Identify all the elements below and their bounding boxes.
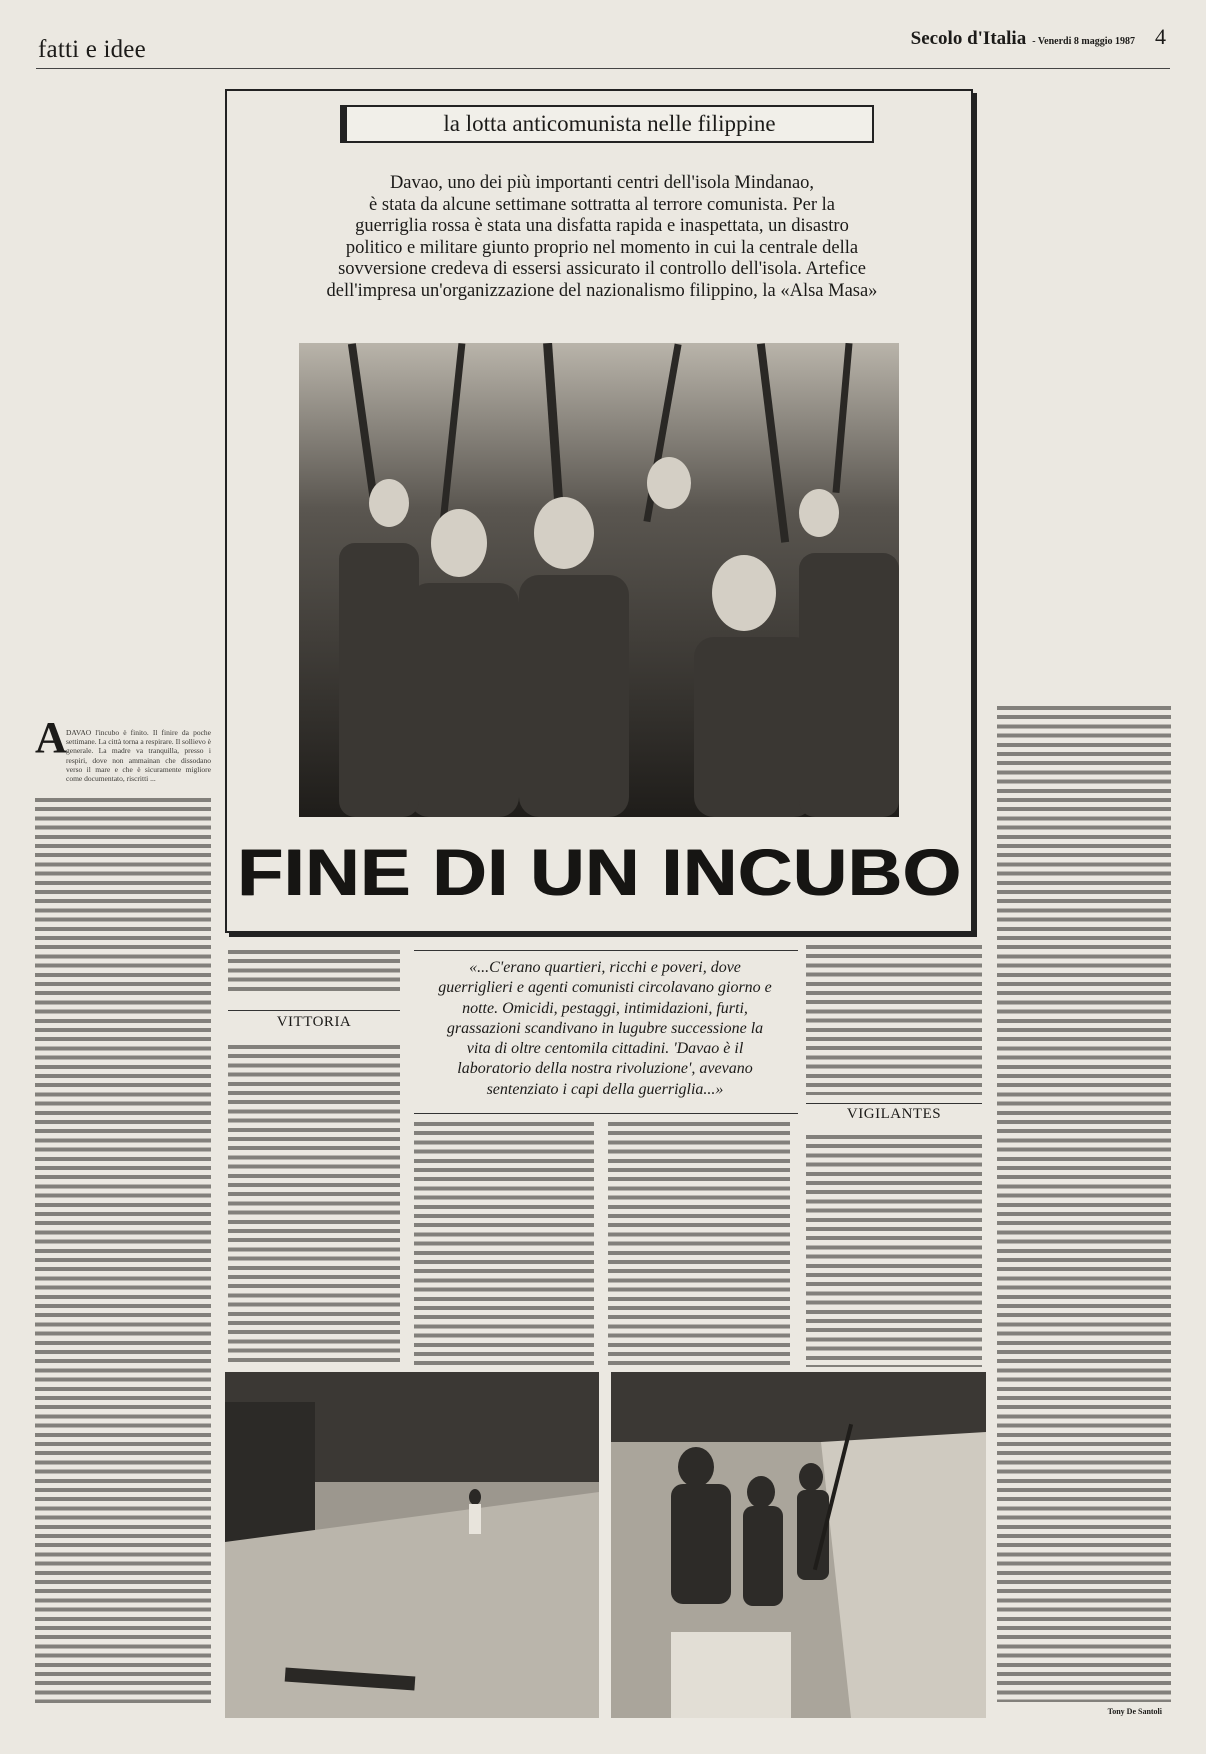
column-rule (228, 1010, 400, 1011)
lead-line: è stata da alcune settimane sottratta al terrore comunista. Per la (369, 194, 835, 215)
subhead-vittoria: VITTORIA (276, 1014, 352, 1030)
pull-quote-rule-top (414, 950, 798, 951)
article-lead-text: DAVAO l'incubo è finito. Il finire da poche settimane. La città torna a respirare. Il sollievo è generale. La madre va tranquilla, presso i respiri, dove non ammainan che dissodano verso il mare e che è sicuramente migliore come documentato, riscritti ... (66, 728, 211, 784)
article-column-4 (608, 1122, 790, 1370)
pull-quote-line: guerriglieri e agenti comunisti circolavano giorno e (438, 979, 772, 997)
masthead: Secolo d'Italia (910, 28, 1027, 49)
article-column-2-top (228, 950, 400, 995)
article-column-5 (806, 1135, 982, 1367)
photo-street-image (225, 1372, 599, 1718)
pull-quote-line: sentenziato i capi della guerriglia...» (486, 1080, 724, 1098)
page-number: 4 (1155, 24, 1166, 49)
pull-quote-line: laboratorio della nostra rivoluzione', avevano (457, 1060, 753, 1078)
hero-photo-guerrilla-fighters (299, 343, 899, 817)
pull-quote-line: grassazioni scandivano in lugubre successione la (446, 1019, 764, 1037)
article-column-6 (997, 706, 1171, 1702)
lead-line: Davao, uno dei più importanti centri dell'isola Mindanao, (389, 173, 815, 193)
pull-quote-rule-bottom (414, 1113, 798, 1114)
dateline: - Venerdi 8 maggio 1987 (1032, 36, 1135, 47)
paper-header (911, 24, 1166, 50)
photo-street-scene (225, 1372, 599, 1718)
feature-box (225, 89, 973, 933)
lead-line: politico e militare giunto proprio nel momento in cui la centrale della (345, 237, 859, 258)
topic-banner: la lotta anticomunista nelle filippine (340, 105, 874, 143)
headline: FINE DI UN INCUBO (236, 835, 962, 909)
article-column-5-top (806, 945, 982, 1095)
photo-vigilantes-river (611, 1372, 986, 1718)
hero-photo-image (299, 343, 899, 817)
article-column-2 (228, 1045, 400, 1367)
article-column-3 (414, 1122, 594, 1370)
pull-quote-line: vita di oltre centomila cittadini. 'Davao è il (466, 1040, 744, 1058)
pull-quote-line: «...C'erano quartieri, ricchi e poveri, dove (469, 959, 741, 976)
pull-quote (414, 958, 796, 1100)
section-label: fatti e idee (38, 36, 146, 63)
column-rule (806, 1103, 982, 1104)
byline: Tony De Santoli (1107, 1707, 1162, 1716)
lead-line: dell'impresa un'organizzazione del nazionalismo filippino, la «Alsa Masa» (326, 280, 878, 301)
lead-paragraph (292, 173, 912, 302)
pull-quote-line: notte. Omicidi, pestaggi, intimidazioni, furti, (462, 999, 748, 1017)
photo-vigilantes-image (611, 1372, 986, 1718)
article-column-1 (35, 798, 211, 1703)
dropcap: A (35, 713, 67, 762)
lead-line: sovversione credeva di essersi assicurato il controllo dell'isola. Artefice (338, 259, 866, 279)
header-rule (36, 68, 1170, 69)
subhead-vigilantes: VIGILANTES (846, 1106, 942, 1122)
lead-line: guerriglia rossa è stata una disfatta rapida e inaspettata, un disastro (355, 216, 849, 236)
